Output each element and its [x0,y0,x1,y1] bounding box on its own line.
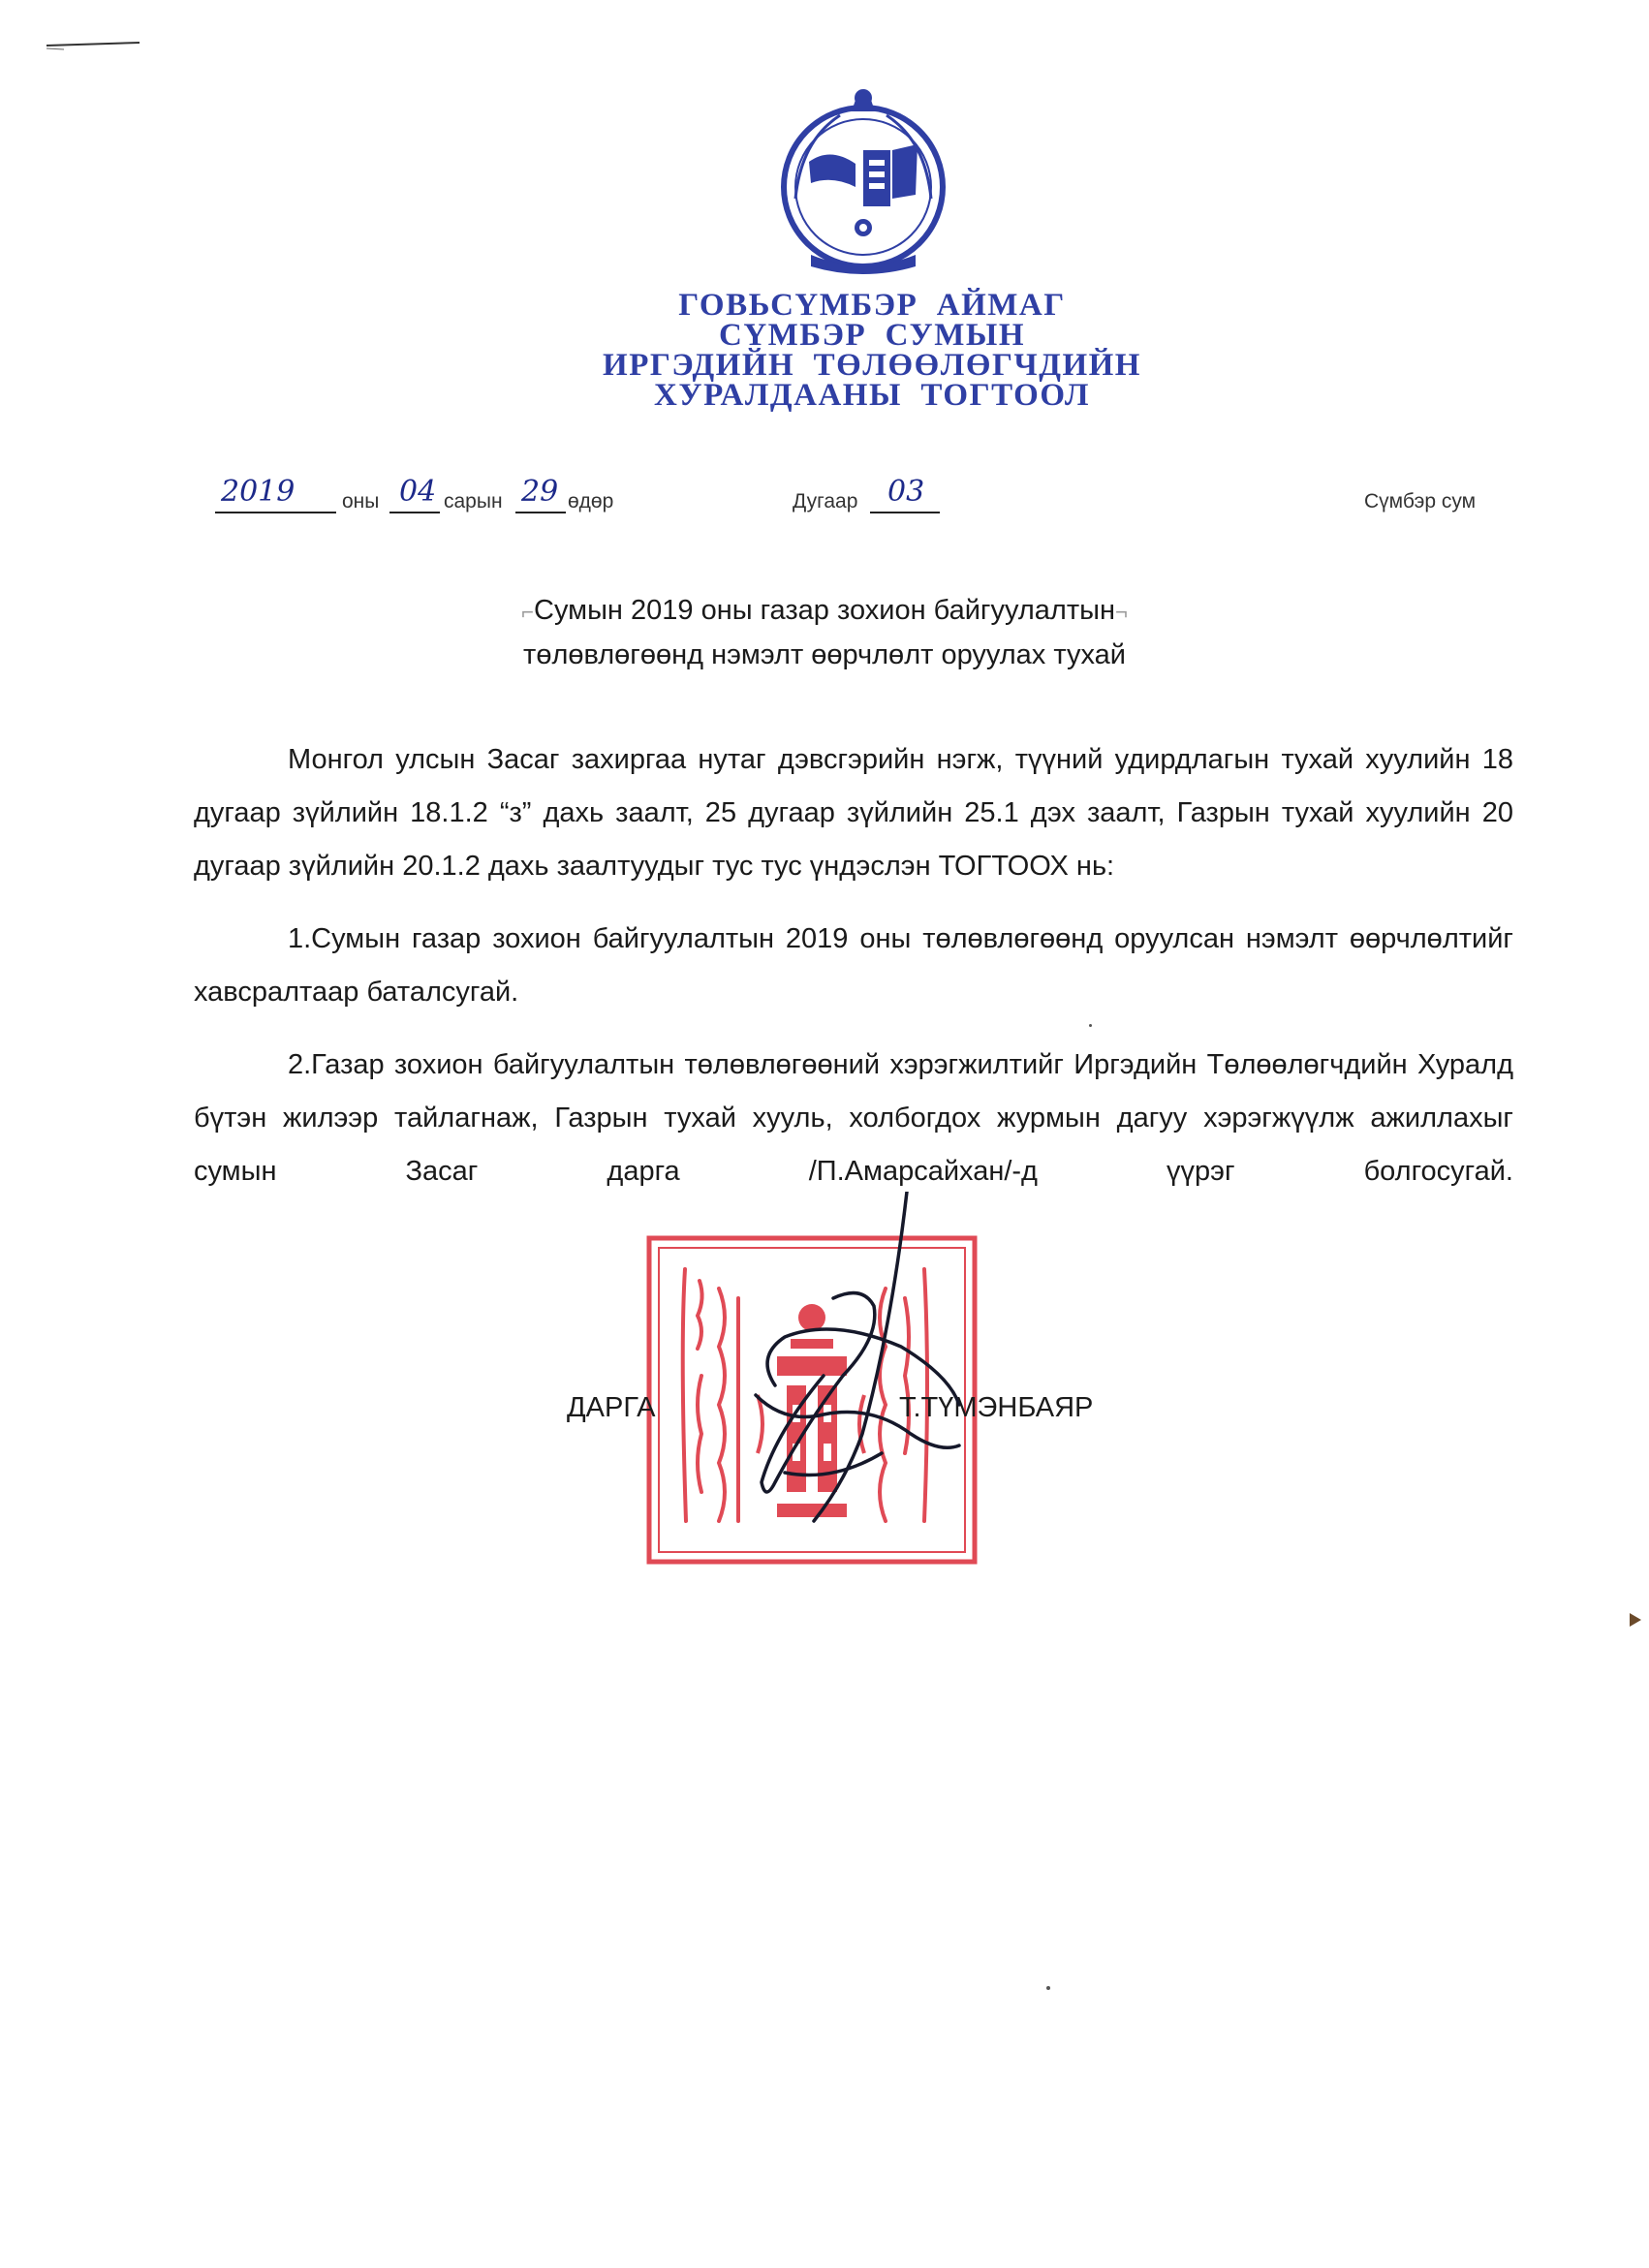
scan-edge-mark [1630,1613,1641,1627]
date-month-underline [389,512,440,513]
resolution-title: ⌐Сумын 2019 оны газар зохион байгуулалтын¬ төлөвлөгөөнд нэмэлт өөрчлөлт оруулах тухай [388,589,1261,676]
date-month-label: сарын [444,490,503,513]
document-number: 03 [887,475,925,509]
resolution-item-2: 2.Газар зохион байгуулалтын төлөвлөгөөний хэрэгжилтийг Иргэдийн Төлөөлөгчдийн Хуралд бүтэн жилээр тайлагнаж, Газрын тухай хууль, холбогдох журмын дагуу хэрэгжүүлж ажиллахыг сумын Засаг дарга /П.Амарсайхан/-д үүрэг болгосугай. [194,1049,1513,1187]
number-label: Дугаар [793,490,858,513]
title-line-1: Сумын 2019 оны газар зохион байгуулалтын [534,595,1115,626]
preamble-paragraph: Монгол улсын Засаг захиргаа нутаг дэвсгэрийн нэгж, түүний удирдлагын тухай хуулийн 18 дугаар зүйлийн 18.1.2 “з” дахь заалт, 25 дугаар зүйлийн 25.1 дэх заалт, Газрын тухай хуулийн 20 дугаар зүйлийн 20.1.2 дахь заалтуудыг тус тус үндэслэн ТОГТООХ нь: [194,744,1513,882]
resolution-body [194,733,1513,1218]
signatory-role: ДАРГА [567,1392,656,1423]
heading-line-council: ИРГЭДИЙН ТӨЛӨӨЛӨГЧДИЙН [603,348,1141,383]
heading-line-province: ГОВЬСҮМБЭР АЙМАГ [678,288,1066,323]
scan-speck [1046,1986,1050,1990]
state-emblem-icon [772,82,954,276]
scan-speck [1089,1024,1092,1027]
date-year: 2019 [221,475,296,509]
handwritten-signature [717,1192,969,1550]
date-day-label: өдөр [568,490,614,513]
signatory-name: Т.ТҮМЭНБАЯР [899,1392,1094,1423]
date-month: 04 [399,475,437,509]
place-label: Сүмбэр сум [1364,490,1477,513]
resolution-item-1: 1.Сумын газар зохион байгуулалтын 2019 оны төлөвлөгөөнд оруулсан нэмэлт өөрчлөлтийг хавсралтаар баталсугай. [194,923,1513,1008]
number-underline [870,512,940,513]
issuing-body-heading [484,288,1260,413]
title-line-2: төлөвлөгөөнд нэмэлт өөрчлөлт оруулах тухай [523,639,1126,670]
heading-line-resolution: ХУРАЛДААНЫ ТОГТООЛ [654,378,1090,413]
date-day: 29 [521,475,559,509]
date-day-underline [515,512,566,513]
date-number-line [0,475,1649,523]
date-year-label: оны [342,490,380,513]
heading-line-soum: СҮМБЭР СУМЫН [718,318,1025,353]
scan-mark [45,39,141,52]
date-year-underline [215,512,336,513]
